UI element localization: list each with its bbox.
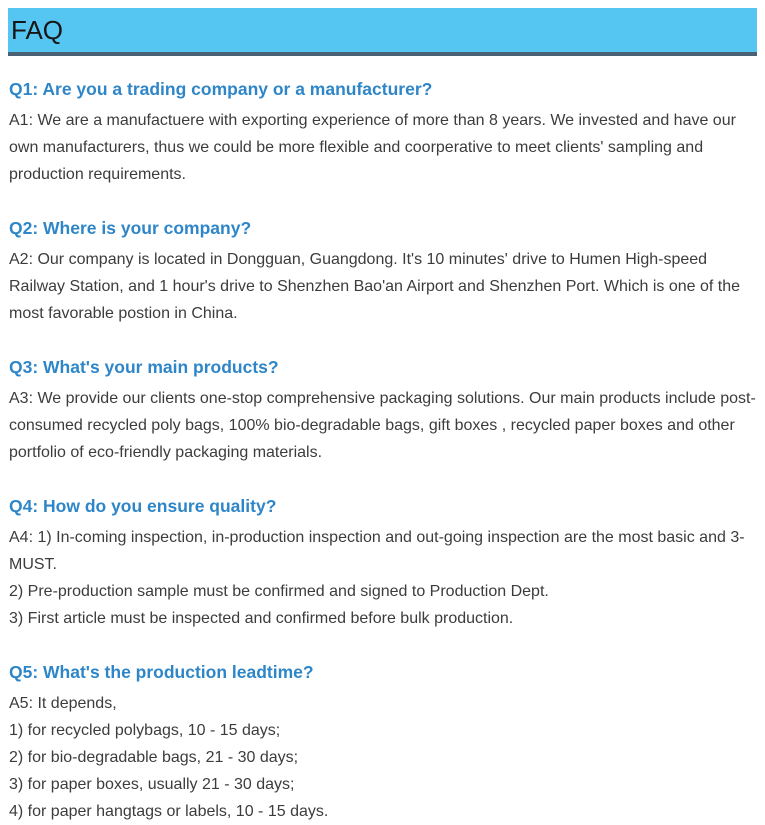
faq-answer-line: A5: It depends, [9, 695, 117, 712]
faq-item [9, 78, 756, 188]
faq-item [9, 495, 756, 632]
faq-question: Q1: Are you a trading company or a manufacturer? [9, 79, 433, 99]
faq-answer-line: A4: 1) In-coming inspection, in-production inspection and out-going inspection are the most basic and 3-MUST. [9, 529, 745, 573]
section-header [8, 8, 757, 56]
faq-answer-line: 1) for recycled polybags, 10 - 15 days; [9, 722, 281, 739]
faq-question: Q2: Where is your company? [9, 218, 252, 238]
faq-answer [9, 246, 756, 327]
faq-answer [9, 385, 756, 466]
faq-question: Q5: What's the production leadtime? [9, 662, 314, 682]
faq-answer-line: 3) First article must be inspected and confirmed before bulk production. [9, 610, 514, 627]
faq-answer-line: 3) for paper boxes, usually 21 - 30 days; [9, 776, 295, 793]
faq-item [9, 356, 756, 466]
faq-question: Q4: How do you ensure quality? [9, 496, 277, 516]
faq-answer-line: 4) for paper hangtags or labels, 10 - 15 days. [9, 803, 329, 820]
faq-item [9, 217, 756, 327]
faq-answer-line: A2: Our company is located in Dongguan, Guangdong. It's 10 minutes' drive to Humen High-speed Railway Station, and 1 hour's drive to Shenzhen Bao'an Airport and Shenzhen Port. Which is one of the most favorable postion in China. [9, 251, 740, 322]
faq-answer-line: A1: We are a manufactuere with exporting experience of more than 8 years. We invested and have our own manufacturers, thus we could be more flexible and coorperative to meet clients' sampling and production requirements. [9, 112, 736, 183]
faq-item [9, 661, 756, 825]
faq-answer-line: A3: We provide our clients one-stop comprehensive packaging solutions. Our main products include post-consumed recycled poly bags, 100% bio-degradable bags, gift boxes , recycled paper boxes and other portfolio of eco-friendly packaging materials. [9, 390, 756, 461]
faq-answer [9, 107, 756, 188]
faq-answer-line: 2) Pre-production sample must be confirmed and signed to Production Dept. [9, 583, 549, 600]
faq-answer [9, 524, 756, 632]
section-title: FAQ [11, 14, 64, 45]
faq-answer-line: 2) for bio-degradable bags, 21 - 30 days; [9, 749, 299, 766]
faq-question: Q3: What's your main products? [9, 357, 279, 377]
faq-answer [9, 690, 756, 825]
faq-list [8, 78, 757, 825]
